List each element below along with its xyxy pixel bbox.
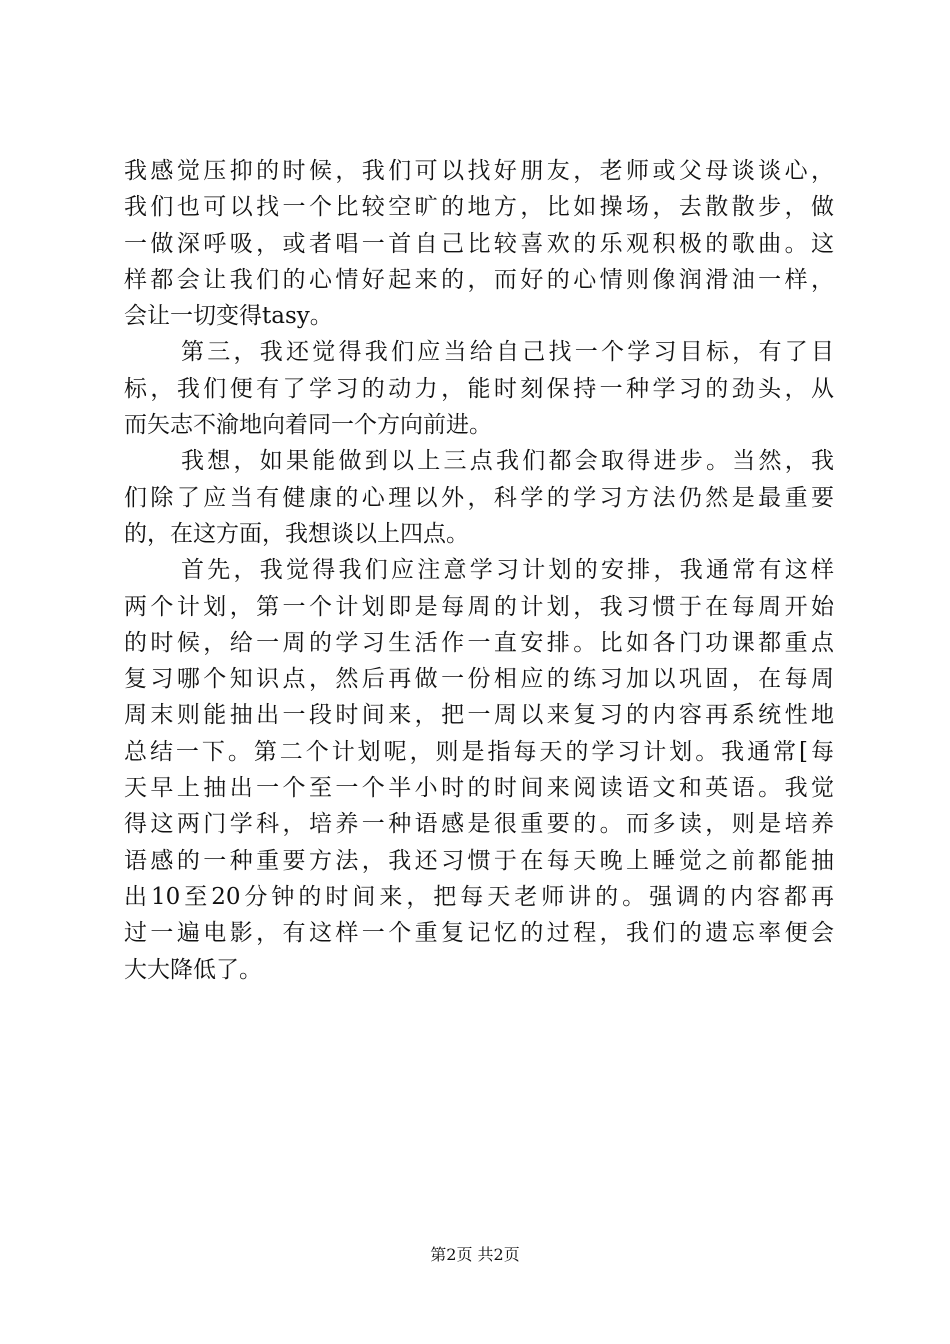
document-body <box>124 153 834 988</box>
paragraph-first-line: 首先，我觉得我们应注意学习计划的安排，我通常有这样 <box>181 557 834 584</box>
text-line: 的，在这方面，我想谈以上四点。 <box>124 520 469 547</box>
text-line: 会让一切变得tasy。 <box>124 303 333 330</box>
text-line: 们除了应当有健康的心理以外，科学的学习方法仍然是最重要 <box>124 484 834 511</box>
text-line: 而矢志不渝地向着同一个方向前进。 <box>124 412 492 439</box>
text-line: 天早上抽出一个至一个半小时的时间来阅读语文和英语。我觉 <box>124 775 834 802</box>
text-line: 大大降低了。 <box>124 956 262 983</box>
text-line: 总结一下。第二个计划呢，则是指每天的学习计划。我通常[每 <box>124 738 834 765</box>
text-line: 一做深呼吸，或者唱一首自己比较喜欢的乐观积极的歌曲。这 <box>124 230 834 257</box>
text-line: 样都会让我们的心情好起来的，而好的心情则像润滑油一样， <box>124 266 834 293</box>
text-line: 的时候，给一周的学习生活作一直安排。比如各门功课都重点 <box>124 629 834 656</box>
paragraph-first-line: 第三，我还觉得我们应当给自己找一个学习目标，有了目 <box>181 339 834 366</box>
text-line: 出10至20分钟的时间来，把每天老师讲的。强调的内容都再 <box>124 883 834 910</box>
paragraph-first-line: 我想，如果能做到以上三点我们都会取得进步。当然，我 <box>181 448 834 475</box>
text-line: 标，我们便有了学习的动力，能时刻保持一种学习的劲头，从 <box>124 375 834 402</box>
text-line: 我们也可以找一个比较空旷的地方，比如操场，去散散步，做 <box>124 194 834 221</box>
page-footer <box>0 1245 950 1265</box>
page-total: 共2页 <box>477 1245 520 1264</box>
text-line: 我感觉压抑的时候，我们可以找好朋友，老师或父母谈谈心， <box>124 158 834 184</box>
text-line: 得这两门学科，培养一种语感是很重要的。而多读，则是培养 <box>124 811 834 838</box>
text-line: 过一遍电影，有这样一个重复记忆的过程，我们的遗忘率便会 <box>124 920 834 947</box>
text-line: 语感的一种重要方法，我还习惯于在每天晚上睡觉之前都能抽 <box>124 847 834 874</box>
text-line: 两个计划，第一个计划即是每周的计划，我习惯于在每周开始 <box>124 593 834 620</box>
page-number: 第2页 <box>430 1245 473 1264</box>
text-line: 复习哪个知识点，然后再做一份相应的练习加以巩固，在每周 <box>124 666 834 693</box>
text-line: 周末则能抽出一段时间来，把一周以来复习的内容再系统性地 <box>124 702 834 729</box>
